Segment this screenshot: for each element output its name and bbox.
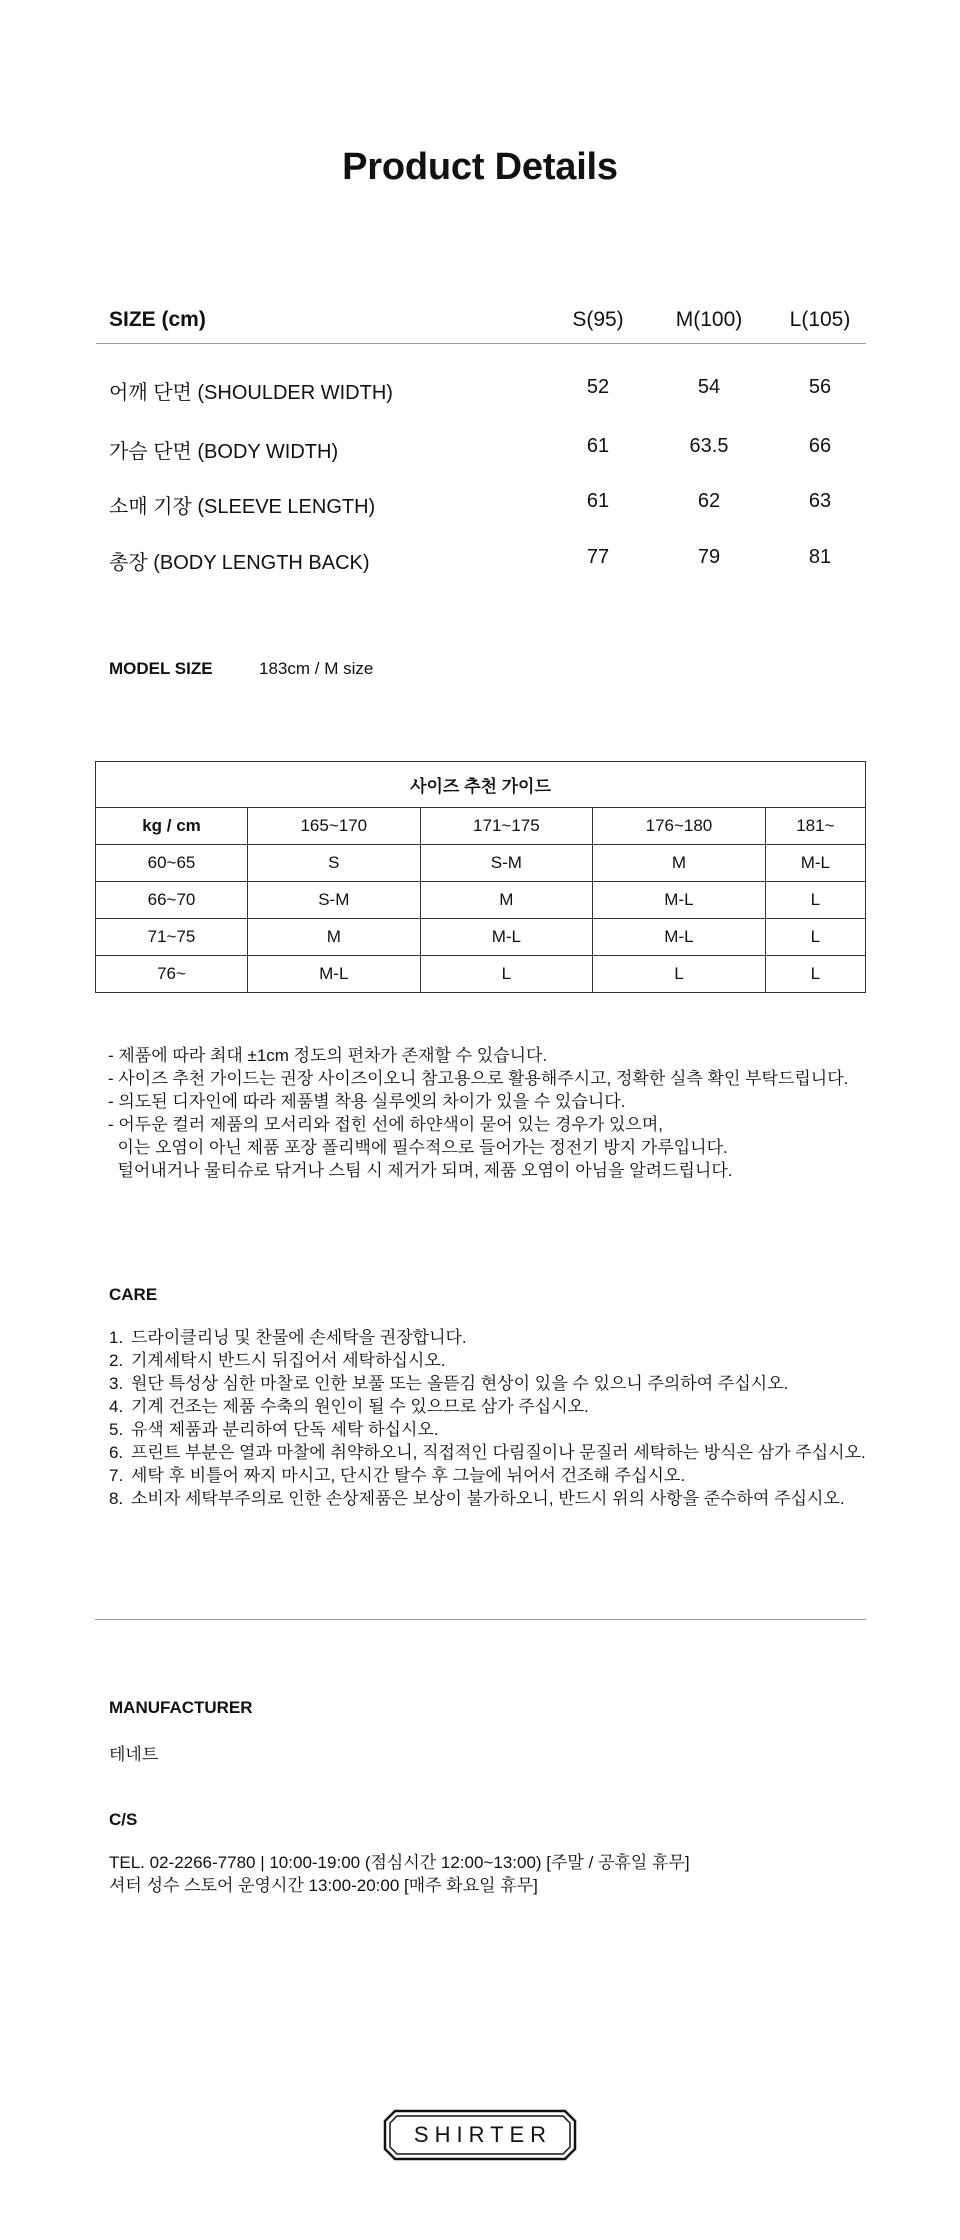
list-item: 1. 드라이클리닝 및 찬물에 손세탁을 권장합니다. <box>109 1328 467 1347</box>
size-cell: 52 <box>586 376 610 398</box>
size-row-label: 소매 기장 (SLEEVE LENGTH) <box>109 496 376 518</box>
table-row <box>96 956 866 993</box>
table-row <box>96 919 866 956</box>
recommend-cell: S <box>248 845 421 882</box>
list-item: 7. 세탁 후 비틀어 짜지 마시고, 단시간 탈수 후 그늘에 뉘어서 건조해 주십시오. <box>109 1466 686 1485</box>
recommend-cell: M-L <box>420 919 593 956</box>
brand-logo <box>383 2109 577 2161</box>
table-row <box>96 882 866 919</box>
model-size-label: MODEL SIZE <box>109 659 213 678</box>
note-line: 털어내거나 물티슈로 닦거나 스팀 시 제거가 되며, 제품 오염이 아님을 알려드립니다. <box>108 1161 733 1180</box>
recommend-cell: 60~65 <box>96 845 248 882</box>
size-cell: 61 <box>586 435 610 457</box>
size-cell: 79 <box>697 546 721 568</box>
size-row-label: 가슴 단면 (BODY WIDTH) <box>109 441 339 463</box>
recommend-cell: M <box>248 919 421 956</box>
cs-store-line: 셔터 성수 스토어 운영시간 13:00-20:00 [매주 화요일 휴무] <box>109 1876 538 1895</box>
size-cell: 63.5 <box>689 435 729 457</box>
size-row-body-length <box>96 536 866 576</box>
list-item: 2. 기계세탁시 반드시 뒤집어서 세탁하십시오. <box>109 1351 446 1370</box>
recommend-cell: M-L <box>765 845 865 882</box>
model-size-value: 183cm / M size <box>259 659 374 678</box>
size-notes <box>108 1044 848 1182</box>
size-header-m: M(100) <box>675 308 743 331</box>
care-title: CARE <box>109 1285 158 1304</box>
recommend-cell: M <box>420 882 593 919</box>
recommend-header-cell: 181~ <box>765 808 865 845</box>
recommend-cell: S-M <box>420 845 593 882</box>
size-cell: 77 <box>586 546 610 568</box>
size-row-label: 총장 (BODY LENGTH BACK) <box>109 552 370 574</box>
logo-text: SHIRTER <box>413 2122 553 2147</box>
care-list <box>109 1326 866 1510</box>
size-cell: 61 <box>586 490 610 512</box>
recommend-header-cell: 171~175 <box>420 808 593 845</box>
manufacturer-value: 테네트 <box>109 1745 159 1764</box>
cs-phone-line: TEL. 02-2266-7780 | 10:00-19:00 (점심시간 12:00~13:00) [주말 / 공휴일 휴무] <box>109 1853 690 1872</box>
recommend-title: 사이즈 추천 가이드 <box>96 762 866 808</box>
recommend-header-cell: kg / cm <box>96 808 248 845</box>
size-cell: 54 <box>697 376 721 398</box>
cs-title: C/S <box>109 1810 138 1829</box>
recommend-cell: M <box>593 845 766 882</box>
list-item: 5. 유색 제품과 분리하여 단독 세탁 하십시오. <box>109 1420 439 1439</box>
note-line: - 어두운 컬러 제품의 모서리와 접힌 선에 하얀색이 묻어 있는 경우가 있으며, <box>108 1115 663 1134</box>
size-cell: 81 <box>808 546 832 568</box>
list-item: 8. 소비자 세탁부주의로 인한 손상제품은 보상이 불가하오니, 반드시 위의 사항을 준수하여 주십시오. <box>109 1489 845 1508</box>
note-line: - 의도된 디자인에 따라 제품별 착용 실루엣의 차이가 있을 수 있습니다. <box>108 1092 626 1111</box>
size-header-s: S(95) <box>572 308 624 331</box>
recommend-cell: S-M <box>248 882 421 919</box>
size-cell: 63 <box>808 490 832 512</box>
cs-info <box>109 1851 690 1897</box>
manufacturer-title: MANUFACTURER <box>109 1698 253 1717</box>
size-row-body-width <box>96 425 866 465</box>
recommend-cell: L <box>765 882 865 919</box>
size-header-label: SIZE (cm) <box>109 308 206 331</box>
note-line: - 사이즈 추천 가이드는 권장 사이즈이오니 참고용으로 활용해주시고, 정확한 실측 확인 부탁드립니다. <box>108 1069 849 1088</box>
recommend-cell: L <box>593 956 766 993</box>
recommend-header-row <box>96 808 866 845</box>
size-recommend-table <box>95 761 866 993</box>
table-row <box>96 845 866 882</box>
size-table-header <box>96 298 866 338</box>
recommend-cell: M-L <box>248 956 421 993</box>
model-size <box>109 659 373 679</box>
recommend-cell: L <box>420 956 593 993</box>
size-header-l: L(105) <box>789 308 851 331</box>
size-row-sleeve <box>96 480 866 520</box>
size-row-shoulder <box>96 366 866 406</box>
recommend-header-cell: 165~170 <box>248 808 421 845</box>
size-row-label: 어깨 단면 (SHOULDER WIDTH) <box>109 382 393 404</box>
list-item: 6. 프린트 부분은 열과 마찰에 취약하오니, 직접적인 다림질이나 문질러 세탁하는 방식은 삼가 주십시오. <box>109 1443 866 1462</box>
page-title: Product Details <box>342 146 618 188</box>
recommend-cell: L <box>765 919 865 956</box>
size-cell: 62 <box>697 490 721 512</box>
size-cell: 56 <box>808 376 832 398</box>
recommend-cell: M-L <box>593 882 766 919</box>
recommend-cell: 71~75 <box>96 919 248 956</box>
recommend-cell: M-L <box>593 919 766 956</box>
section-divider <box>95 1619 866 1620</box>
recommend-cell: 66~70 <box>96 882 248 919</box>
recommend-cell: 76~ <box>96 956 248 993</box>
note-line: - 제품에 따라 최대 ±1cm 정도의 편차가 존재할 수 있습니다. <box>108 1046 548 1065</box>
list-item: 4. 기계 건조는 제품 수축의 원인이 될 수 있으므로 삼가 주십시오. <box>109 1397 589 1416</box>
note-line: 이는 오염이 아닌 제품 포장 폴리백에 필수적으로 들어가는 정전기 방지 가루입니다. <box>108 1138 728 1157</box>
list-item: 3. 원단 특성상 심한 마찰로 인한 보풀 또는 올뜯김 현상이 있을 수 있으니 주의하여 주십시오. <box>109 1374 789 1393</box>
recommend-header-cell: 176~180 <box>593 808 766 845</box>
size-table-divider <box>96 343 866 344</box>
recommend-cell: L <box>765 956 865 993</box>
size-cell: 66 <box>808 435 832 457</box>
